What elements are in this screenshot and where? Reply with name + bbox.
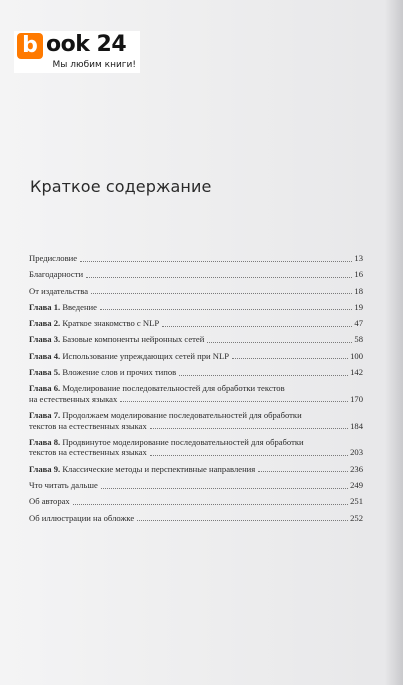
toc-entry-line: [29, 496, 363, 507]
toc-page-number: 16: [354, 269, 363, 280]
toc-entry-title: [29, 383, 285, 393]
toc-title-continuation: на естественных языках: [29, 393, 118, 404]
toc-dot-leader: [91, 292, 352, 294]
page-title: Краткое содержание: [30, 177, 212, 196]
toc-page-number: 249: [350, 480, 363, 491]
toc-title-text: Введение: [62, 301, 97, 312]
toc-title-text: Предисловие: [29, 253, 78, 263]
toc-entry-title: [29, 318, 159, 329]
toc-chapter-label: Глава 1.: [29, 301, 61, 312]
toc-title-continuation: текстов на естественных языках: [29, 447, 147, 458]
toc-entry-line: [29, 302, 363, 313]
toc-title-text: Вложение слов и прочих типов: [62, 367, 177, 378]
toc-entry-line: [29, 513, 363, 524]
toc-entry: [29, 367, 363, 378]
toc-entry: [29, 318, 363, 329]
toc-title-text: Краткое знакомство с NLP: [62, 318, 160, 329]
toc-chapter-label: Глава 8.: [29, 436, 61, 447]
toc-entry-line: [29, 421, 363, 432]
toc-entry: [29, 410, 363, 431]
toc-page-number: 203: [350, 447, 363, 458]
toc-entry-line: [29, 437, 363, 448]
toc-dot-leader: [73, 503, 348, 505]
toc-entry-title: [29, 496, 70, 507]
toc-page-number: 236: [350, 463, 363, 474]
toc-dot-leader: [120, 400, 348, 402]
toc-page-number: 252: [350, 512, 363, 523]
toc-entry: [29, 437, 363, 458]
toc-entry-line: [29, 367, 363, 378]
toc-entry-title: [29, 367, 176, 378]
toc-dot-leader: [80, 260, 352, 262]
toc-entry-line: [29, 464, 363, 475]
toc-page-number: 142: [350, 367, 363, 378]
toc-dot-leader: [101, 487, 348, 489]
toc-dot-leader: [150, 427, 348, 429]
toc-entry-title: [29, 253, 77, 264]
toc-entry: [29, 334, 363, 345]
toc-entry-title: [29, 302, 97, 313]
toc-entry-title: [29, 410, 302, 420]
toc-entry-title: [29, 334, 204, 345]
toc-dot-leader: [137, 519, 348, 521]
toc-page-number: 58: [354, 334, 363, 345]
toc-page-number: 18: [354, 285, 363, 296]
toc-entry: [29, 302, 363, 313]
toc-title-text: Моделирование последовательностей для обработки текстов: [62, 383, 285, 394]
toc-entry: [29, 286, 363, 297]
toc-page-number: 170: [350, 393, 363, 404]
toc-chapter-label: Глава 5.: [29, 367, 61, 378]
toc-entry: [29, 480, 363, 491]
toc-title-text: Что читать дальше: [29, 480, 98, 491]
toc-title-text: Классические методы и перспективные направления: [62, 463, 256, 474]
toc-entry-title: [29, 351, 229, 362]
toc-title-text: Продвинутое моделирование последовательностей для обработки: [62, 436, 304, 447]
logo-tagline: Мы любим книги!: [52, 60, 136, 70]
toc-dot-leader: [100, 308, 352, 310]
toc-entry-title: [29, 464, 255, 475]
toc-title-text: Об авторах: [29, 496, 70, 507]
toc-entry: [29, 351, 363, 362]
toc-entry: [29, 513, 363, 524]
toc-entry: [29, 269, 363, 280]
toc-title-text: Продолжаем моделирование последовательностей для обработки: [62, 410, 302, 421]
table-of-contents: [29, 253, 363, 529]
toc-entry-line: [29, 269, 363, 280]
logo-b-badge: b: [17, 33, 43, 59]
toc-dot-leader: [162, 325, 352, 327]
toc-page-number: 13: [354, 253, 363, 263]
toc-page-number: 251: [350, 496, 363, 507]
toc-dot-leader: [232, 357, 348, 359]
toc-chapter-label: Глава 6.: [29, 383, 61, 394]
toc-entry-title: [29, 513, 134, 524]
toc-page-number: 184: [350, 420, 363, 431]
page-spine-shadow: [385, 0, 403, 685]
toc-page-number: 47: [354, 318, 363, 329]
book24-logo: [14, 31, 140, 73]
toc-entry-line: [29, 286, 363, 297]
toc-entry-line: [29, 447, 363, 458]
toc-entry-title: [29, 269, 83, 280]
toc-dot-leader: [207, 341, 352, 343]
toc-entry: [29, 253, 363, 264]
toc-entry-line: [29, 351, 363, 362]
toc-chapter-label: Глава 2.: [29, 318, 61, 329]
toc-title-text: Об иллюстрации на обложке: [29, 512, 135, 523]
toc-entry-line: [29, 480, 363, 491]
toc-entry-line: [29, 334, 363, 345]
toc-title-text: Благодарности: [29, 269, 84, 280]
toc-chapter-label: Глава 3.: [29, 334, 61, 345]
toc-entry-line: [29, 318, 363, 329]
toc-page-number: 100: [350, 350, 363, 361]
toc-chapter-label: Глава 4.: [29, 350, 61, 361]
toc-dot-leader: [150, 454, 348, 456]
toc-entry-line: [29, 410, 363, 421]
toc-page-number: 19: [354, 301, 363, 312]
toc-title-continuation: текстов на естественных языках: [29, 420, 147, 431]
toc-entry-line: [29, 394, 363, 405]
toc-dot-leader: [86, 276, 352, 278]
toc-entry-line: [29, 253, 363, 264]
toc-entry: [29, 383, 363, 404]
toc-dot-leader: [258, 470, 348, 472]
toc-entry: [29, 464, 363, 475]
toc-entry-line: [29, 383, 363, 394]
toc-entry: [29, 496, 363, 507]
toc-entry-title: [29, 286, 88, 297]
toc-title-text: Базовые компоненты нейронных сетей: [62, 334, 205, 345]
toc-chapter-label: Глава 7.: [29, 410, 61, 421]
toc-title-text: От издательства: [29, 285, 89, 296]
toc-chapter-label: Глава 9.: [29, 463, 61, 474]
toc-title-text: Использование упреждающих сетей при NLP: [62, 350, 230, 361]
toc-dot-leader: [179, 374, 348, 376]
toc-entry-title: [29, 480, 98, 491]
toc-entry-title: [29, 437, 304, 447]
logo-wordmark: ook 24: [46, 32, 127, 57]
